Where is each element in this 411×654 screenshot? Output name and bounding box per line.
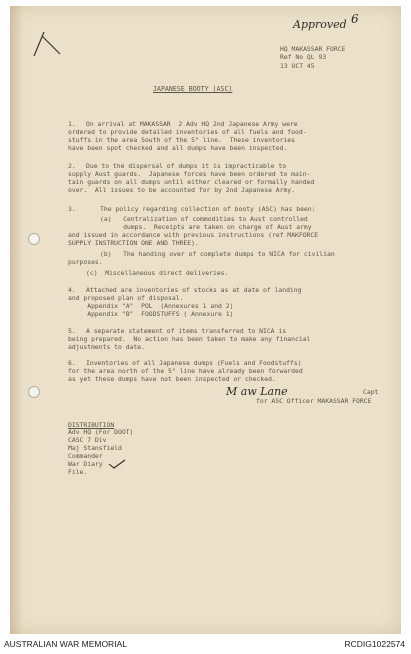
para1-line: stuffs in the area South of the 5° line. These inventories — [68, 136, 296, 144]
para6-line: as yet these dumps have not been inspected or checked. — [68, 375, 276, 383]
para4-line: Attached are inventories of stocks as at date of landing — [86, 286, 302, 294]
distribution-item: CASC 7 Div — [68, 436, 107, 444]
para1-number: 1. — [68, 120, 76, 128]
para5-line: adjustments to date. — [68, 343, 145, 351]
para3-c-line: (c) Miscellaneous direct deliveries. — [86, 269, 229, 277]
para5-line: A separate statement of items transferred to NICA is — [86, 327, 287, 335]
para5-line: being prepared. No action has been taken to make any financial — [68, 335, 311, 343]
para3-a-line: SUPPLY INSTRUCTION ONE AND THREE). — [68, 239, 199, 247]
header-date: 13 OCT 45 — [280, 62, 315, 70]
para3-a-line: dumps. Receipts are taken on charge of Aust army — [100, 223, 312, 231]
paper-edge-shadow — [10, 6, 24, 634]
document-title: JAPANESE BOOTY (ASC) — [153, 85, 233, 93]
para4-appendix-a: Appendix "A" POL (Annexures 1 and 2) — [68, 302, 234, 310]
punch-hole-top — [28, 233, 40, 245]
signature-title: for ASC Officer MAKASSAR FORCE — [256, 397, 372, 405]
para3-b-line: purposes. — [68, 258, 103, 266]
footer-archive-name: AUSTRALIAN WAR MEMORIAL — [4, 639, 127, 649]
para2-line: Due to the dispersal of dumps it is impracticable to — [86, 162, 287, 170]
para3-number: 3. — [68, 205, 76, 213]
para2-line: supply Aust guards. Japanese forces have been ordered to main- — [68, 170, 311, 178]
punch-hole-bottom — [28, 386, 40, 398]
para6-line: for the area north of the 5° line have already been forwarded — [68, 367, 303, 375]
document-page — [10, 6, 401, 634]
handwritten-number: 6 — [351, 12, 359, 26]
para2-number: 2. — [68, 162, 76, 170]
para6-line: Inventories of all Japanese dumps (Fuels and Foodstuffs) — [86, 359, 302, 367]
para3-a-line: (a) Centralization of commodities to Aust controlled — [100, 215, 308, 223]
para5-number: 5. — [68, 327, 76, 335]
para4-appendix-b: Appendix "B" FOODSTUFFS ( Annexure 1) — [68, 310, 234, 318]
para1-line: On arrival at MAKASSAR 2 Adv HQ 2nd Japanese Army were — [86, 120, 298, 128]
para2-line: over. All issues to be accounted for by 2nd Japanese Army. — [68, 186, 296, 194]
signature-rank: Capt — [363, 388, 379, 396]
footer-record-id: RCDIG1022574 — [344, 639, 405, 649]
distribution-heading: DISTRIBUTION — [68, 421, 115, 429]
para4-line: and proposed plan of disposal. — [68, 294, 184, 302]
distribution-item: Commander — [68, 452, 103, 460]
distribution-item: Adv HQ (For DOOT) — [68, 428, 134, 436]
para4-number: 4. — [68, 286, 76, 294]
para1-line: have been spot checked and all dumps have been inspected. — [68, 144, 288, 152]
header-unit: HQ MAKASSAR FORCE — [280, 45, 346, 53]
archive-footer — [0, 636, 411, 654]
para3-b-line: (b) The handing over of complete dumps to NICA for civilian — [100, 250, 335, 258]
para3-a-line: and issued in accordance with previous instructions (ref MAKFORCE — [68, 231, 319, 239]
handwritten-signature: M aw Lane — [226, 385, 288, 398]
checkmark-icon — [107, 458, 127, 470]
distribution-item: Maj Stansfield — [68, 444, 122, 452]
para1-line: ordered to provide detailed inventories of all fuels and food- — [68, 128, 307, 136]
para3-intro: The policy regarding collection of booty (ASC) has been: — [100, 205, 316, 213]
distribution-item: War Diary — [68, 460, 103, 468]
distribution-item: File. — [68, 468, 88, 476]
para2-line: tain guards on all dumps until either cleared or formally handed — [68, 178, 315, 186]
handwritten-approval: Approved — [293, 18, 347, 31]
para6-number: 6. — [68, 359, 76, 367]
header-ref: Ref No QL 93 — [280, 53, 327, 61]
corner-tick-mark — [30, 26, 64, 58]
